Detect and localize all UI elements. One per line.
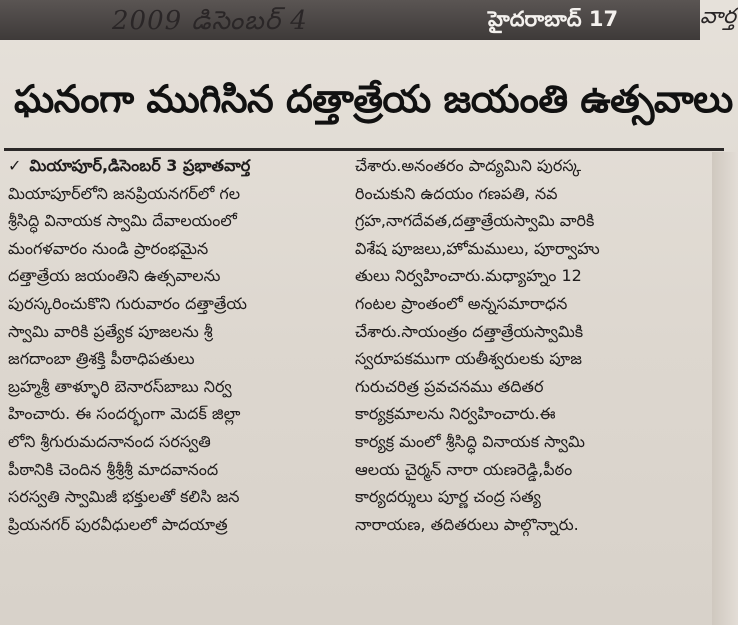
text-line: గురుచరిత్ర ప్రవచనము తదితర [355, 376, 544, 396]
text-line: బ్రహ్మశ్రీ తాళ్ళూరి బెనారస్‌బాబు నిర్వ [8, 376, 232, 396]
text-line: స్వామి వారికి ప్రత్యేక పూజలను శ్రీ [8, 321, 213, 341]
text-line: మియాపూర్‌లోని జనప్రియనగర్‌లో గల [8, 183, 241, 203]
text-line: పురస్కరించుకొని గురువారం దత్తాత్రేయ [8, 293, 247, 313]
article-column-right [355, 152, 695, 538]
text-line: చేశారు.అనంతరం పాద్యమిని పురస్క [355, 156, 582, 175]
text-line: స్వరూపకముగా యతీశ్వరులకు పూజ [355, 349, 582, 369]
text-line: గ్రహ,నాగదేవత,దత్తాత్రేయస్వామి వారికి [355, 211, 595, 231]
text-line: కార్యక్రమాలను నిర్వహించారు.ఈ [355, 404, 556, 424]
text-line: చేశారు.సాయంత్రం దత్తాత్రేయస్వామికి [355, 321, 584, 341]
text-line: కార్యదర్శులు పూర్ణ చంద్ర సత్య [355, 487, 541, 507]
handwritten-date-note: 2009 డిసెంబర్ 4 [112, 6, 308, 36]
headline: ఘనంగా ముగిసిన దత్తాత్రేయ జయంతి ఉత్సవాలు [14, 77, 733, 121]
handwritten-paper-name: వార్త [700, 4, 737, 29]
text-line: శ్రీసిద్ధి వినాయక స్వామి దేవాలయంలో [8, 211, 237, 231]
text-line: పీఠానికి చెందిన శ్రీశ్రీశ్రీ మాదవానంద [8, 459, 219, 479]
text-line: నారాయణ, తదితరులు పాల్గొన్నారు. [355, 514, 579, 534]
header-place-page: హైదరాబాద్ 17 [488, 7, 619, 31]
headline-divider [4, 148, 724, 151]
text-line: తులు నిర్వహించారు.మధ్యాహ్నం 12 [355, 266, 582, 286]
dateline [8, 152, 341, 180]
text-line: లోని శ్రీగురుమదనానంద సరస్వతి [8, 431, 211, 451]
text-line: హించారు. ఈ సందర్భంగా మెదక్ జిల్లా [8, 404, 241, 424]
text-line: కార్యక్ర మంలో శ్రీసిద్ధి వినాయక స్వామి [355, 431, 585, 451]
text-line: ప్రియనగర్ పురవీధులలో పాదయాత్ర [8, 514, 228, 534]
text-line: దత్తాత్రేయ జయంతిని ఉత్సవాలను [8, 266, 221, 286]
clipping-edge [712, 152, 738, 625]
text-line: విశేష పూజలు,హోమములు, పూర్వాహు [355, 238, 600, 258]
text-line: గంటల ప్రాంతంలో అన్నసమారాధన [355, 293, 568, 313]
text-line: రించుకుని ఉదయం గణపతి, నవ [355, 183, 558, 203]
text-line: ఆలయ చైర్మన్ నారా యణరెడ్డి,పీఠం [355, 459, 573, 479]
text-line: మంగళవారం నుండి ప్రారంభమైన [8, 238, 209, 258]
dateline-marker-icon: ✓ [8, 156, 22, 175]
dateline-text: మియాపూర్,డిసెంబర్ 3 ప్రభాతవార్త [29, 156, 251, 175]
text-line: జగదాంబా త్రిశక్తి పీఠాధిపతులు [8, 349, 195, 369]
text-line: సరస్వతి స్వామిజీ భక్తులతో కలిసి జన [8, 487, 240, 507]
article-column-left [8, 152, 341, 538]
